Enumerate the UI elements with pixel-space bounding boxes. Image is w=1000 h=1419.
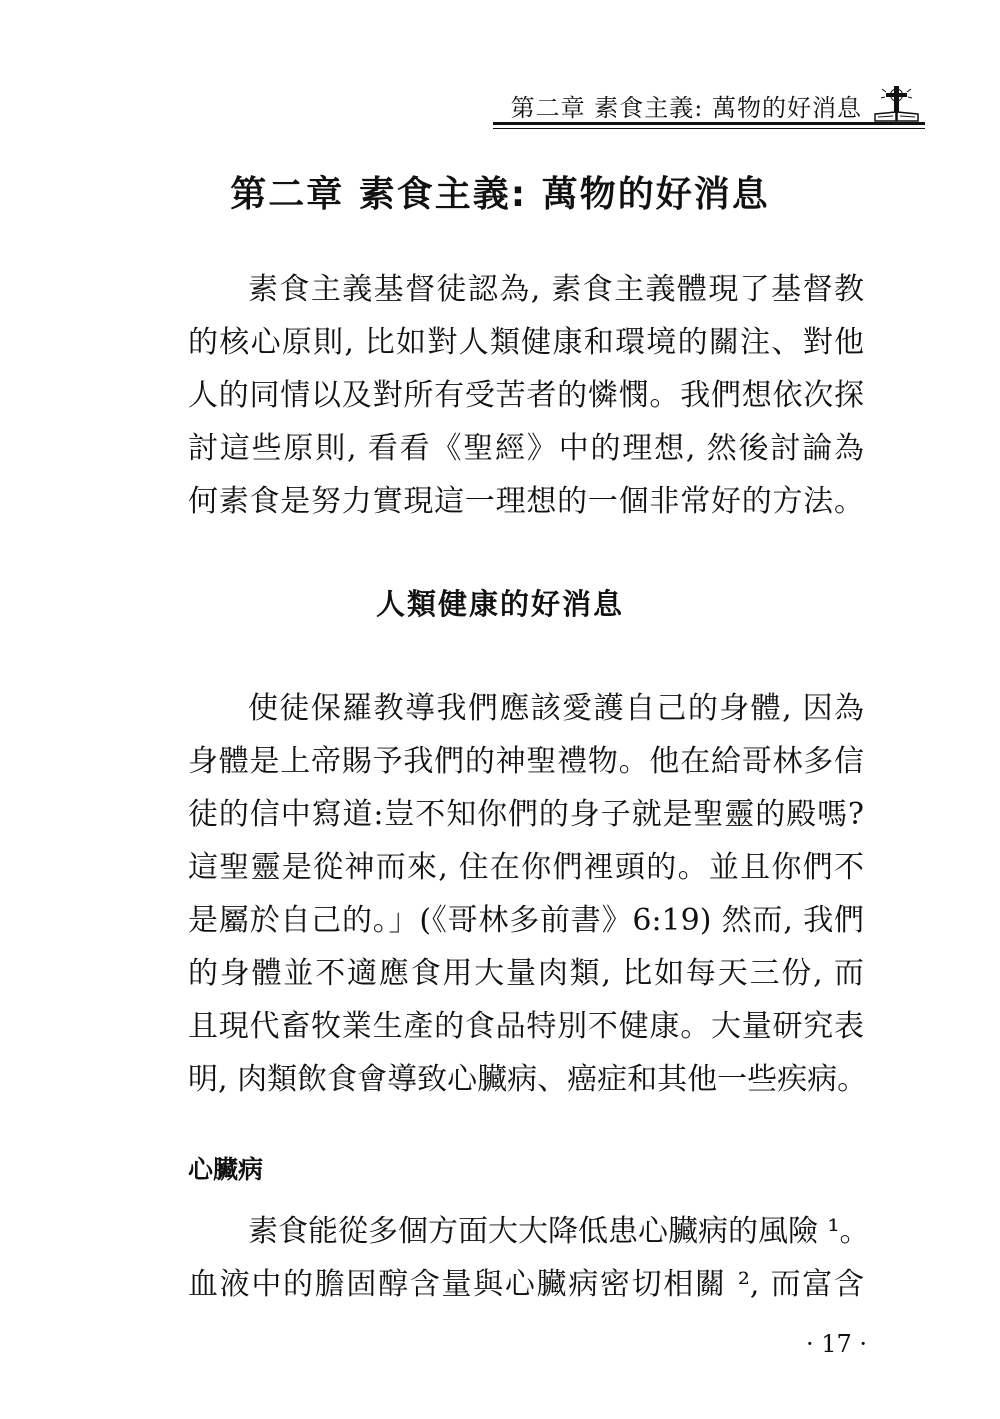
header-rule	[493, 122, 925, 125]
paragraph1-line: 素食主義基督徒認為, 素食主義體現了基督教	[248, 272, 864, 307]
paragraph1-line: 人的同情以及對所有受苦者的憐憫。我們想依次探	[188, 378, 864, 413]
page-number: · 17 ·	[806, 1330, 868, 1358]
paragraph2-line: 身體是上帝賜予我們的神聖禮物。他在給哥林多信	[188, 744, 864, 779]
paragraph1-line: 何素食是努力實現這一理想的一個非常好的方法。	[188, 484, 864, 519]
header-rule-thin	[493, 128, 925, 129]
paragraph2-line: 是屬於自己的。」(《哥林多前書》6:19) 然而, 我們	[188, 903, 864, 938]
paragraph3-line: 素食能從多個方面大大降低患心臟病的風險 ¹。	[248, 1214, 870, 1249]
paragraph2-line: 且現代畜牧業生產的食品特別不健康。大量研究表	[188, 1009, 864, 1044]
paragraph2-line: 明, 肉類飲食會導致心臟病、癌症和其他一些疾病。	[188, 1062, 868, 1097]
chapter-title: 第二章 素食主義: 萬物的好消息	[230, 174, 770, 215]
paragraph2-line: 這聖靈是從神而來, 住在你們裡頭的。並且你們不	[188, 850, 864, 885]
paragraph1-line: 討這些原則, 看看《聖經》中的理想, 然後討論為	[188, 431, 864, 466]
cross-on-open-book-icon	[872, 84, 922, 124]
paragraph2-line: 徒的信中寫道:豈不知你們的身子就是聖靈的殿嗎?	[188, 797, 864, 832]
paragraph1-line: 的核心原則, 比如對人類健康和環境的關注、對他	[188, 325, 864, 360]
paragraph2-line: 使徒保羅教導我們應該愛護自己的身體, 因為	[248, 691, 864, 726]
running-header: 第二章 素食主義: 萬物的好消息	[510, 94, 862, 122]
section-title: 人類健康的好消息	[375, 587, 624, 621]
paragraph3-line: 血液中的膽固醇含量與心臟病密切相關 ², 而富含	[188, 1267, 864, 1302]
subsection-title: 心臟病	[188, 1155, 264, 1184]
paragraph2-line: 的身體並不適應食用大量肉類, 比如每天三份, 而	[188, 956, 864, 991]
